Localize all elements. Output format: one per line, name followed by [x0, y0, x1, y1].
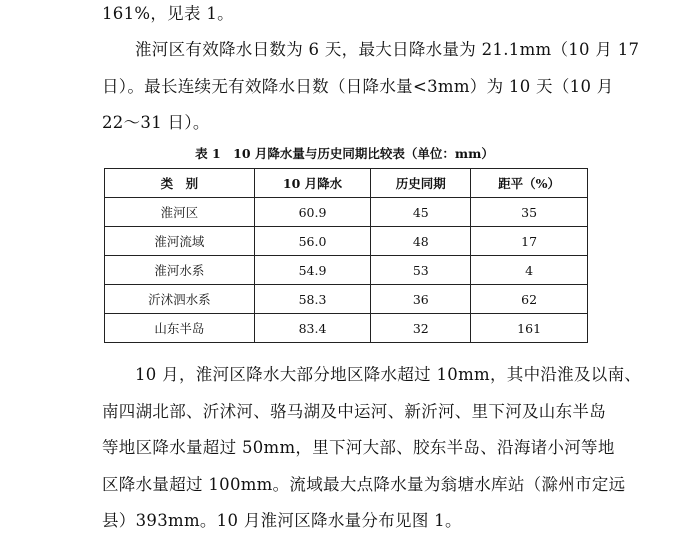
table-cell: 17 [471, 227, 588, 256]
text-line: 22～31 日）。 [102, 113, 210, 132]
table-cell: 淮河水系 [105, 256, 255, 285]
table-cell: 83.4 [254, 314, 371, 343]
table-row [105, 314, 588, 343]
table-cell: 32 [371, 314, 471, 343]
table-cell: 54.9 [254, 256, 371, 285]
table-cell: 161 [471, 314, 588, 343]
table-cell: 53 [371, 256, 471, 285]
table-cell: 4 [471, 256, 588, 285]
table-cell: 56.0 [254, 227, 371, 256]
table-cell: 淮河流域 [105, 227, 255, 256]
text-line: 10 月，淮河区降水大部分地区降水超过 10mm，其中沿淮及以南、 [135, 365, 642, 384]
table-cell: 58.3 [254, 285, 371, 314]
text-line: 等地区降水量超过 50mm，里下河大部、胶东半岛、沿海诸小河等地 [102, 438, 615, 457]
table-cell: 淮河区 [105, 198, 255, 227]
table-row [105, 256, 588, 285]
column-header-historical: 历史同期 [371, 169, 471, 198]
table-row [105, 198, 588, 227]
text-line: 县）393mm。10 月淮河区降水量分布见图 1。 [102, 511, 462, 530]
text-line: 161%，见表 1。 [102, 4, 234, 23]
table-cell: 60.9 [254, 198, 371, 227]
column-header-anomaly: 距平（%） [471, 169, 588, 198]
column-header-category: 类 别 [105, 169, 255, 198]
table-caption: 表 1 10 月降水量与历史同期比较表（单位：mm） [195, 146, 494, 161]
table-cell: 48 [371, 227, 471, 256]
text-line: 淮河区有效降水日数为 6 天，最大日降水量为 21.1mm（10 月 17 [135, 40, 640, 59]
column-header-october-precip: 10 月降水 [254, 169, 371, 198]
table-cell: 36 [371, 285, 471, 314]
table-cell: 山东半岛 [105, 314, 255, 343]
table-cell: 35 [471, 198, 588, 227]
text-line: 南四湖北部、沂沭河、骆马湖及中运河、新沂河、里下河及山东半岛 [102, 402, 606, 421]
precipitation-comparison-table [104, 168, 588, 343]
table-cell: 45 [371, 198, 471, 227]
text-line: 区降水量超过 100mm。流域最大点降水量为翁塘水库站（滁州市定远 [102, 475, 626, 494]
table-cell: 62 [471, 285, 588, 314]
table-row [105, 227, 588, 256]
table-cell: 沂沭泗水系 [105, 285, 255, 314]
text-line: 日）。最长连续无有效降水日数（日降水量<3mm）为 10 天（10 月 [102, 77, 614, 96]
table-header-row [105, 169, 588, 198]
table-row [105, 285, 588, 314]
